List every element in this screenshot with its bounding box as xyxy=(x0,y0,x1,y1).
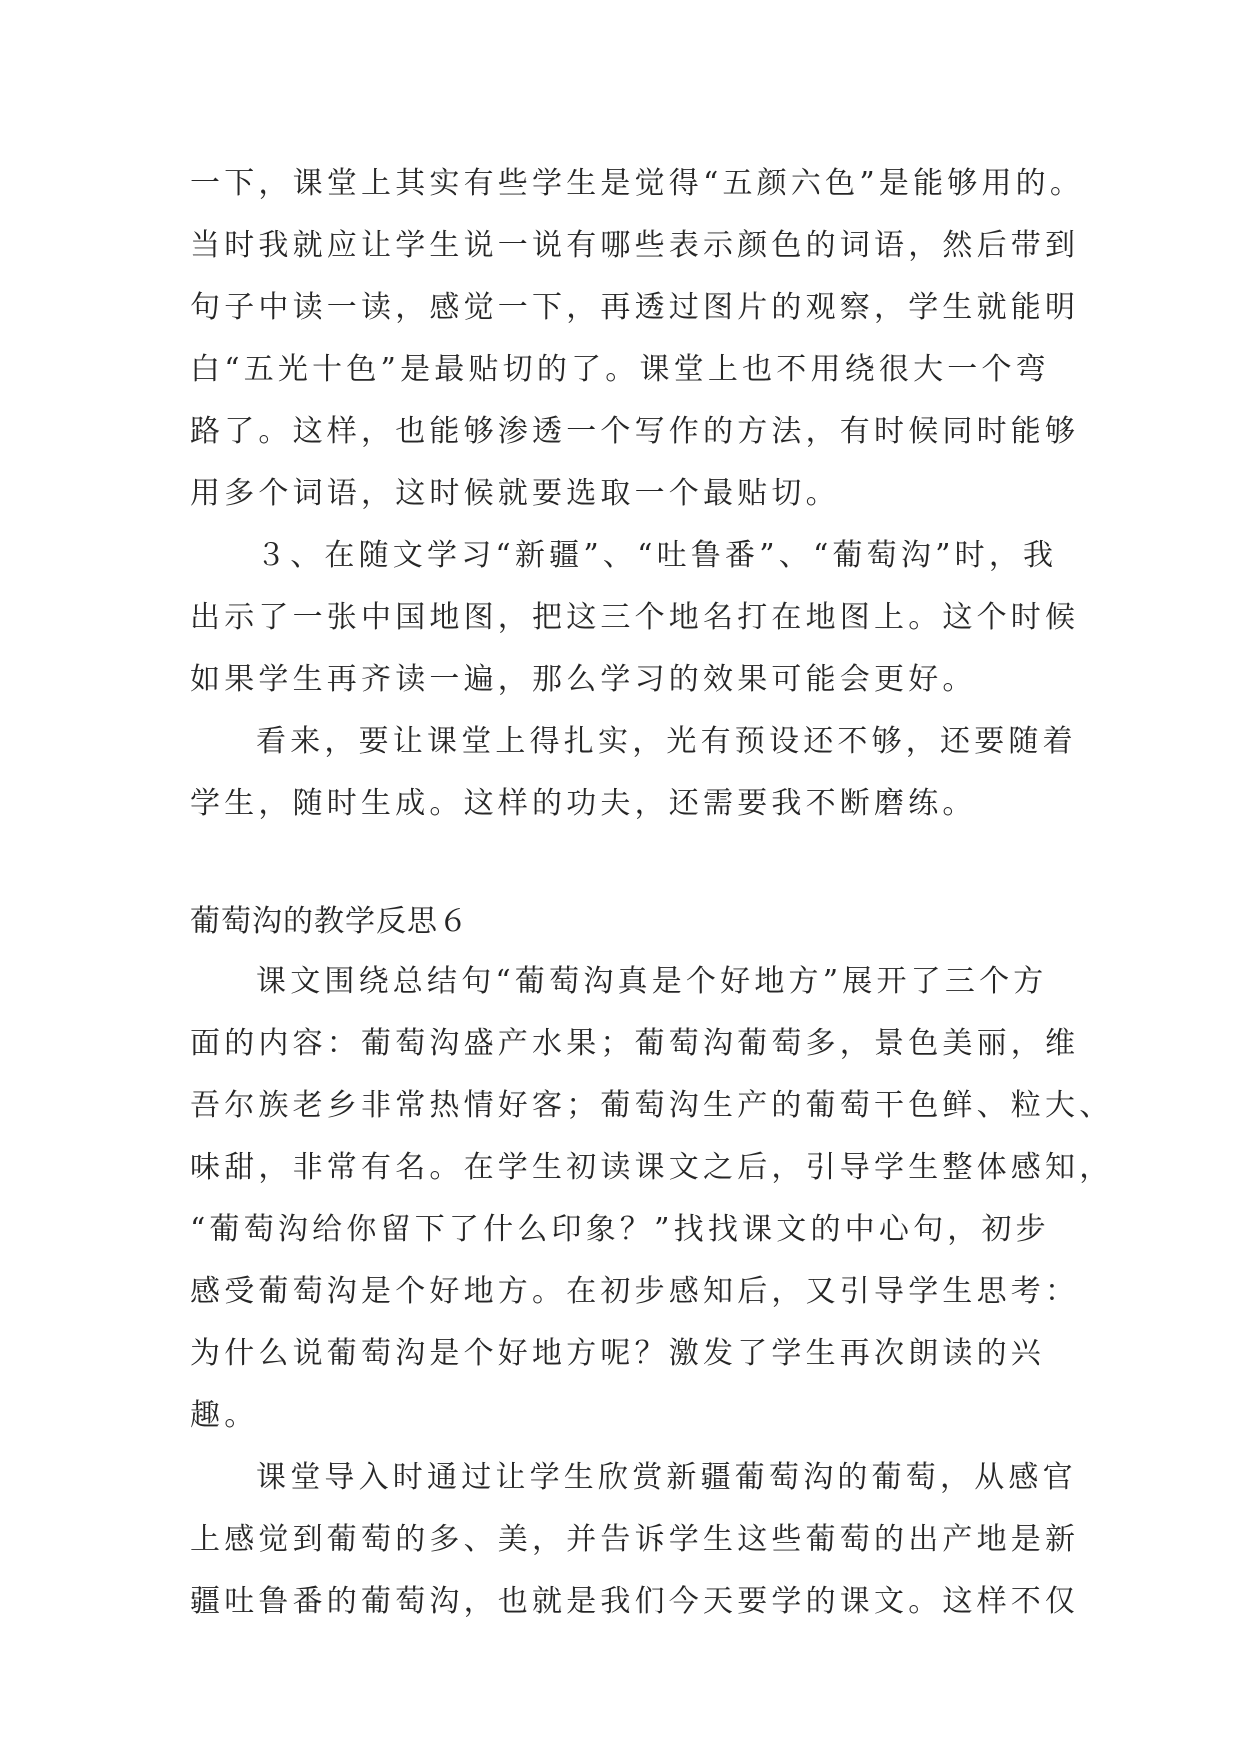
text-line: 课文围绕总结句“葡萄沟真是个好地方”展开了三个方 xyxy=(256,964,1048,999)
text-line: 上感觉到葡萄的多、美，并告诉学生这些葡萄的出产地是新 xyxy=(190,1522,1080,1557)
text-line: ３、在随文学习“新疆”、“吐鲁番”、“葡萄沟”时，我 xyxy=(256,538,1058,573)
text-line: 用多个词语，这时候就要选取一个最贴切。 xyxy=(190,476,840,511)
text-line: “葡萄沟给你留下了什么印象？”找找课文的中心句，初步 xyxy=(190,1212,1050,1247)
text-line: 学生，随时生成。这样的功夫，还需要我不断磨练。 xyxy=(190,786,977,821)
text-line: 课堂导入时通过让学生欣赏新疆葡萄沟的葡萄，从感官 xyxy=(256,1460,1077,1495)
text-line: 路了。这样，也能够渗透一个写作的方法，有时候同时能够 xyxy=(190,414,1080,449)
text-line: 感受葡萄沟是个好地方。在初步感知后，又引导学生思考： xyxy=(190,1274,1080,1309)
text-line: 当时我就应让学生说一说有哪些表示颜色的词语，然后带到 xyxy=(190,228,1080,263)
text-line: 为什么说葡萄沟是个好地方呢？激发了学生再次朗读的兴 xyxy=(190,1336,1045,1371)
section-heading: 葡萄沟的教学反思６ xyxy=(190,904,469,939)
text-line: 句子中读一读，感觉一下，再透过图片的观察，学生就能明 xyxy=(190,290,1080,325)
text-line: 味甜，非常有名。在学生初读课文之后，引导学生整体感知， xyxy=(190,1150,1114,1185)
text-line: 看来，要让课堂上得扎实，光有预设还不够，还要随着 xyxy=(256,724,1077,759)
text-line: 吾尔族老乡非常热情好客；葡萄沟生产的葡萄干色鲜、粒大、 xyxy=(190,1088,1114,1123)
text-line: 疆吐鲁番的葡萄沟，也就是我们今天要学的课文。这样不仅 xyxy=(190,1584,1080,1619)
text-line: 如果学生再齐读一遍，那么学习的效果可能会更好。 xyxy=(190,662,977,697)
text-line: 白“五光十色”是最贴切的了。课堂上也不用绕很大一个弯 xyxy=(190,352,1050,387)
text-line: 面的内容：葡萄沟盛产水果；葡萄沟葡萄多，景色美丽，维 xyxy=(190,1026,1080,1061)
text-line: 一下，课堂上其实有些学生是觉得“五颜六色”是能够用的。 xyxy=(190,166,1085,201)
text-line: 出示了一张中国地图，把这三个地名打在地图上。这个时候 xyxy=(190,600,1080,635)
text-line: 趣。 xyxy=(190,1398,259,1433)
